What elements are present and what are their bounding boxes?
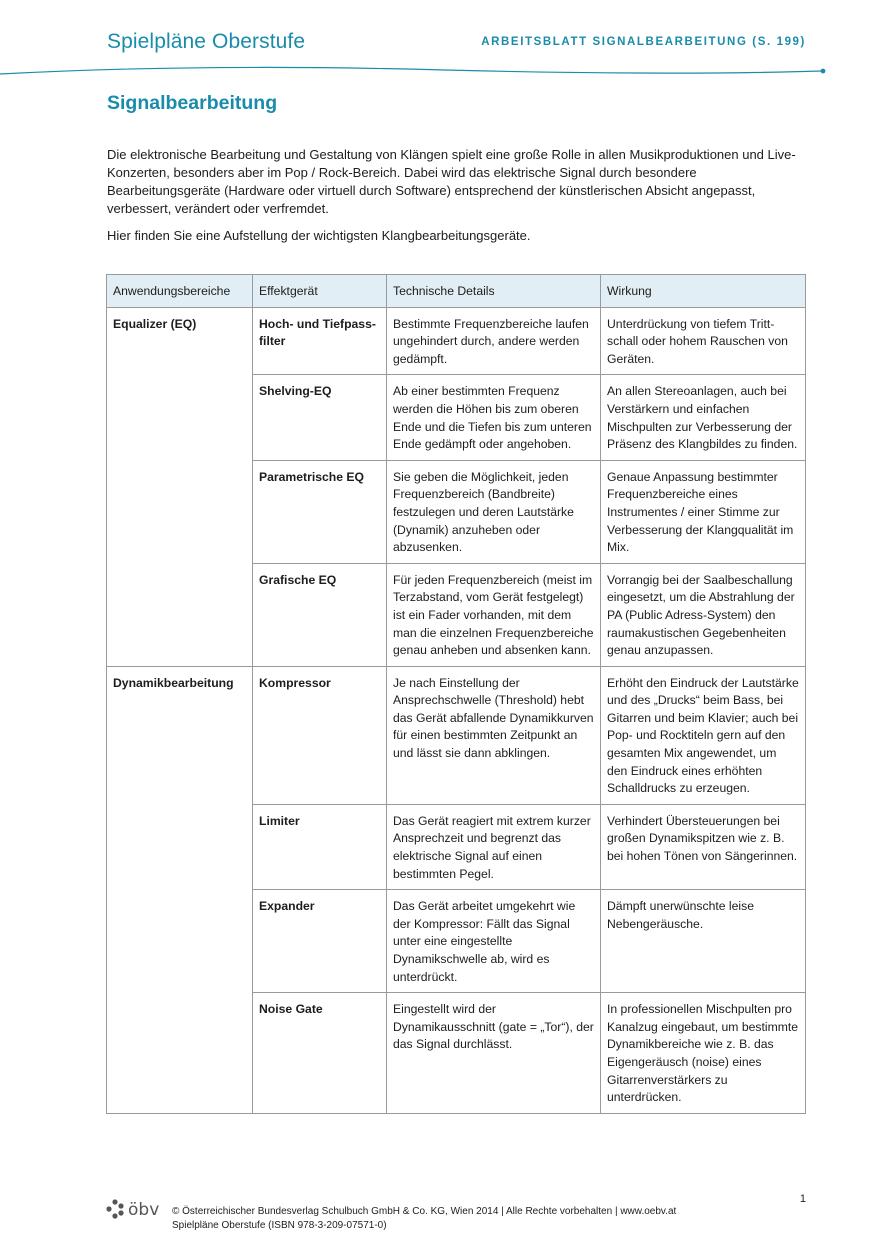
effects-table <box>106 274 806 1114</box>
details-cell: Für jeden Frequenzbereich (meist im Terzabstand, vom Gerät festgelegt) ist ein Fader vorhanden, mit dem man die einzelnen Frequenzbereiche genau anheben und absenken kann. <box>387 563 601 666</box>
effect-cell: Vorrangig bei der Saalbeschallung eingesetzt, um die Abstrahlung der PA (Public Adress-System) den raumakustischen Gegebenheiten genau anzupassen. <box>601 563 806 666</box>
effect-cell: Erhöht den Eindruck der Lautstärke und des „Drucks“ beim Bass, bei Gitarren und beim Klavier; auch bei Pop- und Rocktiteln gern auf den gesamten Mix angewendet, um den Eindruck eines erhöhten Schalldrucks zu erzeugen. <box>601 666 806 804</box>
device-cell: Expander <box>253 890 387 993</box>
category-cell: Dynamikbearbeitung <box>107 666 253 1113</box>
details-cell: Ab einer bestimmten Frequenz werden die Höhen bis zum oberen Ende und die Tiefen bis zum unteren Ende gedämpft oder angehoben. <box>387 375 601 460</box>
effect-cell: Genaue Anpassung bestimmter Frequenzbereiche eines Instrumentes / einer Stimme zur Verbesserung der Klangqualität im Mix. <box>601 460 806 563</box>
copyright-block <box>172 1205 676 1233</box>
isbn-line: Spielpläne Oberstufe (ISBN 978-3-209-07571-0) <box>172 1220 387 1231</box>
sparkle-icon <box>106 1199 123 1218</box>
page-heading: Signalbearbeitung <box>107 92 278 114</box>
column-header: Effektgerät <box>253 275 387 308</box>
copyright-line: © Österreichischer Bundesverlag Schulbuch GmbH & Co. KG, Wien 2014 | Alle Rechte vorbehalten | www.oebv.at <box>172 1206 677 1217</box>
publisher-logo-text: öbv <box>128 1200 160 1220</box>
device-cell: Limiter <box>253 804 387 889</box>
details-cell: Je nach Einstellung der Ansprechschwelle (Threshold) hebt das Gerät abfallende Dynamikkurven für einen bestimmten Zeitpunkt an und lässt sie dann abklingen. <box>387 666 601 804</box>
column-header: Wirkung <box>601 275 806 308</box>
sheet-title: ARBEITSBLATT SIGNALBEARBEITUNG (S. 199) <box>481 36 806 48</box>
effect-cell: An allen Stereoanlagen, auch bei Verstärkern und einfachen Mischpulten zur Verbesserung der Präsenz des Klangbildes zu finden. <box>601 375 806 460</box>
column-header: Technische Details <box>387 275 601 308</box>
device-cell: Noise Gate <box>253 993 387 1114</box>
intro-paragraph: Die elektronische Bearbeitung und Gestaltung von Klängen spielt eine große Rolle in allen Musikproduktionen und Live-Konzerten, besonders aber im Pop / Rock-Bereich. Dabei wird das elektrische Signal durch besondere Bearbeitungsgeräte (Hardware oder virtuell durch Software) entsprechend der künstlerischen Absicht angepasst, verbessert, verändert oder verfremdet. <box>107 147 796 216</box>
effect-cell: In professionellen Mischpulten pro Kanalzug eingebaut, um bestimmte Dynamikbereiche wie z. B. das Eigengeräusch (noise) eines Gitarrenverstärkers zu unterdrücken. <box>601 993 806 1114</box>
column-header: Anwendungsbereiche <box>107 275 253 308</box>
effect-cell: Unterdrückung von tiefem Tritt-schall oder hohem Rauschen von Geräten. <box>601 307 806 375</box>
intro-sentence: Hier finden Sie eine Aufstellung der wichtigsten Klangbearbeitungsgeräte. <box>107 228 531 243</box>
device-cell: Shelving-EQ <box>253 375 387 460</box>
details-cell: Das Gerät arbeitet umgekehrt wie der Kompressor: Fällt das Signal unter eine eingestellte Dynamikschwelle ab, wird es unterdrückt. <box>387 890 601 993</box>
brand-title: Spielpläne Oberstufe <box>107 30 306 53</box>
details-cell: Eingestellt wird der Dynamikausschnitt (gate = „Tor“), der das Signal durchlässt. <box>387 993 601 1114</box>
table-header-row <box>107 275 806 308</box>
table-row <box>107 307 806 375</box>
page-number: 1 <box>799 1193 806 1205</box>
device-cell: Kompressor <box>253 666 387 804</box>
publisher-logo <box>106 1198 168 1220</box>
details-cell: Bestimmte Frequenzbereiche laufen ungehindert durch, andere werden gedämpft. <box>387 307 601 375</box>
effect-cell: Dämpft unerwünschte leise Nebengeräusche. <box>601 890 806 993</box>
effect-cell: Verhindert Übersteuerungen bei großen Dynamikspitzen wie z. B. bei hohen Tönen von Sängerinnen. <box>601 804 806 889</box>
details-cell: Sie geben die Möglichkeit, jeden Frequenzbereich (Bandbreite) festzulegen und deren Lautstärke (Dynamik) anzuheben oder abzusenken. <box>387 460 601 563</box>
details-cell: Das Gerät reagiert mit extrem kurzer Ansprechzeit und begrenzt das elektrische Signal auf einen bestimmten Pegel. <box>387 804 601 889</box>
category-cell: Equalizer (EQ) <box>107 307 253 666</box>
table-row <box>107 666 806 804</box>
header-divider-line <box>0 62 890 82</box>
device-cell: Parametrische EQ <box>253 460 387 563</box>
device-cell: Grafische EQ <box>253 563 387 666</box>
device-cell: Hoch- und Tiefpass-filter <box>253 307 387 375</box>
